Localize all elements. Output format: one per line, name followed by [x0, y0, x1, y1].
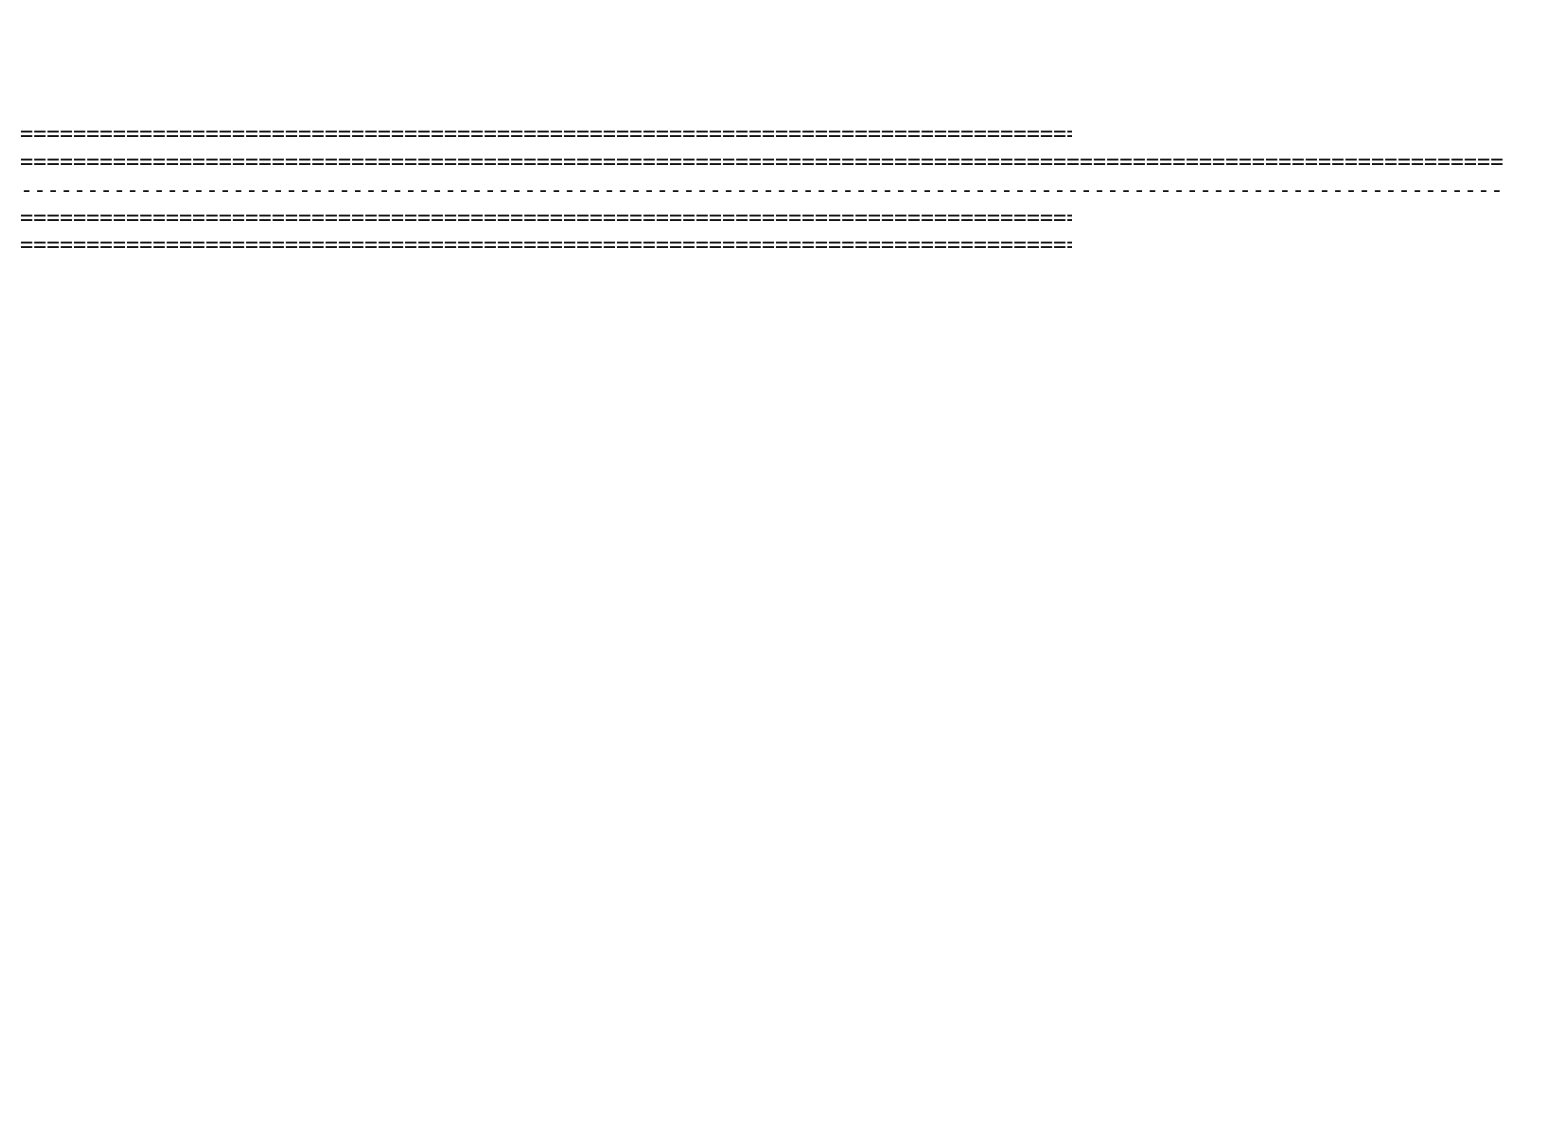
- summary-title-text: [20, 93, 398, 121]
- summary-heading: [20, 66, 1530, 94]
- rule-double: [20, 205, 1072, 233]
- rule-single: [20, 177, 1530, 205]
- rule-double: [20, 232, 1072, 260]
- rule-double: [20, 121, 1072, 149]
- anova-heading: [20, 10, 1530, 38]
- spacer: [20, 38, 1530, 66]
- summary-title: [20, 93, 1530, 121]
- output-block: [20, 10, 1530, 260]
- rule-double: [20, 149, 1530, 177]
